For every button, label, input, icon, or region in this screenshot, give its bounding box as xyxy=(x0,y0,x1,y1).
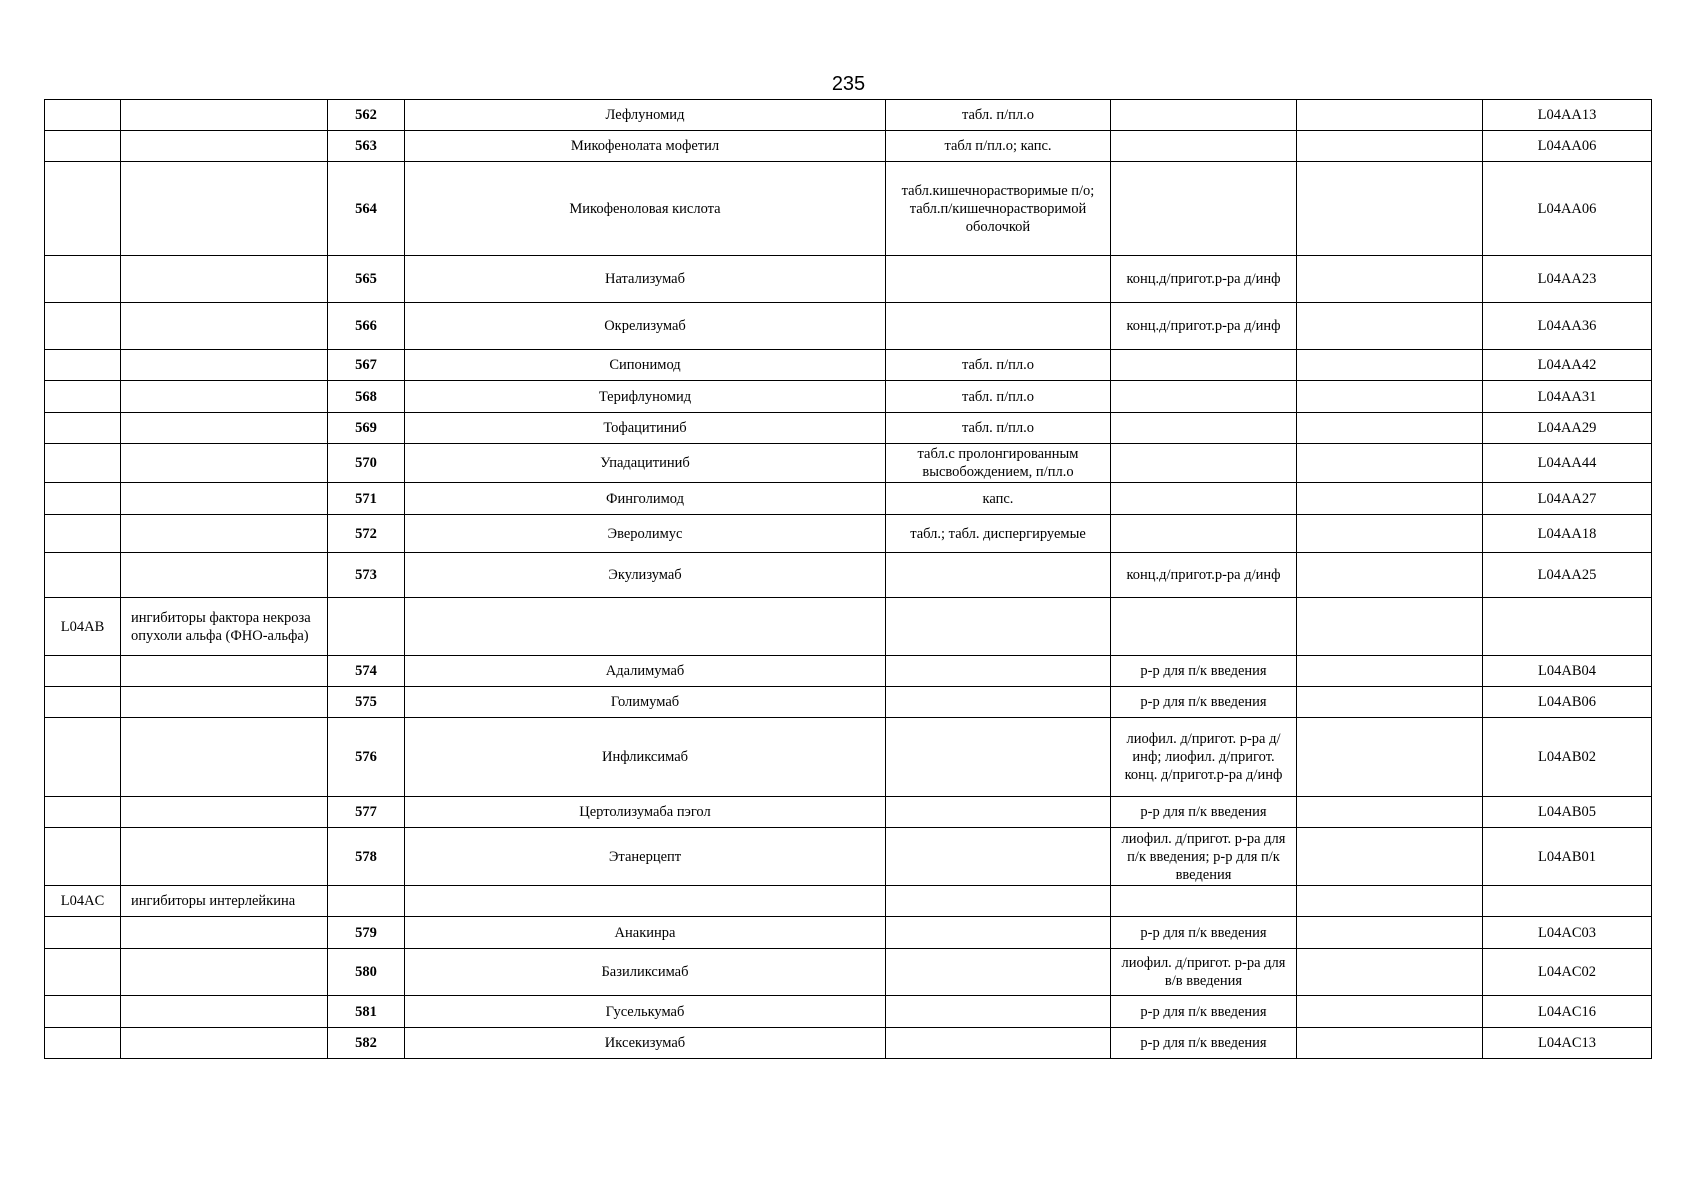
item-number: 575 xyxy=(328,687,405,718)
table-row xyxy=(45,718,1652,797)
empty-cell xyxy=(1297,444,1483,483)
table-row xyxy=(45,515,1652,553)
dosage-form-parenteral xyxy=(1111,413,1297,444)
group-name xyxy=(121,797,328,828)
group-name xyxy=(121,515,328,553)
group-name xyxy=(121,162,328,256)
table-body xyxy=(45,100,1652,1059)
dosage-form-parenteral: лиофил. д/пригот. р-ра д/инф; лиофил. д/пригот. конц. д/пригот.р-ра д/инф xyxy=(1111,718,1297,797)
table-row xyxy=(45,656,1652,687)
table-row xyxy=(45,996,1652,1028)
atc-group-code xyxy=(45,515,121,553)
atc-code: L04AA06 xyxy=(1483,162,1652,256)
item-number: 567 xyxy=(328,350,405,381)
atc-code: L04AA31 xyxy=(1483,381,1652,413)
empty-cell xyxy=(1297,598,1483,656)
atc-code: L04AB04 xyxy=(1483,656,1652,687)
table-row xyxy=(45,162,1652,256)
drug-name: Лефлуномид xyxy=(405,100,886,131)
drug-name: Базиликсимаб xyxy=(405,949,886,996)
atc-group-code xyxy=(45,413,121,444)
item-number: 569 xyxy=(328,413,405,444)
item-number: 570 xyxy=(328,444,405,483)
group-name xyxy=(121,350,328,381)
dosage-form-oral xyxy=(886,303,1111,350)
table-row xyxy=(45,687,1652,718)
dosage-form-oral: табл п/пл.о; капс. xyxy=(886,131,1111,162)
dosage-form-oral xyxy=(886,718,1111,797)
empty-cell xyxy=(1297,515,1483,553)
dosage-form-parenteral: р-р для п/к введения xyxy=(1111,917,1297,949)
item-number: 576 xyxy=(328,718,405,797)
group-name xyxy=(121,1028,328,1059)
atc-group-code xyxy=(45,100,121,131)
item-number: 574 xyxy=(328,656,405,687)
atc-group-code xyxy=(45,1028,121,1059)
drug-name: Тофацитиниб xyxy=(405,413,886,444)
atc-group-code xyxy=(45,162,121,256)
dosage-form-oral xyxy=(886,949,1111,996)
atc-group-code xyxy=(45,949,121,996)
drug-name: Этанерцепт xyxy=(405,828,886,886)
drug-name: Гуселькумаб xyxy=(405,996,886,1028)
item-number: 581 xyxy=(328,996,405,1028)
atc-group-code: L04AB xyxy=(45,598,121,656)
drug-name: Иксекизумаб xyxy=(405,1028,886,1059)
group-name xyxy=(121,413,328,444)
dosage-form-oral xyxy=(886,553,1111,598)
atc-group-code: L04AC xyxy=(45,886,121,917)
atc-group-code xyxy=(45,797,121,828)
drug-name: Микофенолата мофетил xyxy=(405,131,886,162)
item-number: 577 xyxy=(328,797,405,828)
dosage-form-parenteral: конц.д/пригот.р-ра д/инф xyxy=(1111,553,1297,598)
item-number: 578 xyxy=(328,828,405,886)
group-row xyxy=(45,598,1652,656)
drug-name: Экулизумаб xyxy=(405,553,886,598)
atc-group-code xyxy=(45,917,121,949)
group-name xyxy=(121,444,328,483)
drug-name: Натализумаб xyxy=(405,256,886,303)
dosage-form-parenteral: р-р для п/к введения xyxy=(1111,797,1297,828)
group-name xyxy=(121,949,328,996)
group-name: ингибиторы интерлейкина xyxy=(121,886,328,917)
dosage-form-parenteral: р-р для п/к введения xyxy=(1111,1028,1297,1059)
item-number: 582 xyxy=(328,1028,405,1059)
dosage-form-parenteral: лиофил. д/пригот. р-ра для в/в введения xyxy=(1111,949,1297,996)
empty-cell xyxy=(1297,553,1483,598)
drug-name: Анакинра xyxy=(405,917,886,949)
dosage-form-oral xyxy=(886,598,1111,656)
table-row xyxy=(45,483,1652,515)
group-name xyxy=(121,100,328,131)
empty-cell xyxy=(1297,656,1483,687)
drug-name: Терифлуномид xyxy=(405,381,886,413)
drug-table xyxy=(44,99,1652,1059)
group-name xyxy=(121,256,328,303)
empty-cell xyxy=(1297,350,1483,381)
table-row xyxy=(45,949,1652,996)
drug-name: Окрелизумаб xyxy=(405,303,886,350)
empty-cell xyxy=(1297,303,1483,350)
atc-group-code xyxy=(45,350,121,381)
table-row xyxy=(45,797,1652,828)
empty-cell xyxy=(1297,256,1483,303)
group-name xyxy=(121,483,328,515)
table-row xyxy=(45,131,1652,162)
atc-group-code xyxy=(45,256,121,303)
item-number: 579 xyxy=(328,917,405,949)
group-name xyxy=(121,656,328,687)
group-name xyxy=(121,303,328,350)
dosage-form-oral xyxy=(886,687,1111,718)
empty-cell xyxy=(1297,996,1483,1028)
table-row xyxy=(45,100,1652,131)
item-number: 562 xyxy=(328,100,405,131)
atc-code: L04AA06 xyxy=(1483,131,1652,162)
item-number xyxy=(328,886,405,917)
dosage-form-parenteral: р-р для п/к введения xyxy=(1111,996,1297,1028)
dosage-form-oral xyxy=(886,1028,1111,1059)
dosage-form-parenteral xyxy=(1111,515,1297,553)
drug-name: Упадацитиниб xyxy=(405,444,886,483)
table-row xyxy=(45,381,1652,413)
item-number: 573 xyxy=(328,553,405,598)
dosage-form-parenteral: конц.д/пригот.р-ра д/инф xyxy=(1111,256,1297,303)
atc-code: L04AA13 xyxy=(1483,100,1652,131)
dosage-form-parenteral xyxy=(1111,162,1297,256)
item-number: 572 xyxy=(328,515,405,553)
table-row xyxy=(45,303,1652,350)
empty-cell xyxy=(1297,413,1483,444)
dosage-form-oral xyxy=(886,656,1111,687)
item-number: 571 xyxy=(328,483,405,515)
dosage-form-oral xyxy=(886,828,1111,886)
atc-code: L04AA25 xyxy=(1483,553,1652,598)
atc-group-code xyxy=(45,303,121,350)
atc-group-code xyxy=(45,656,121,687)
dosage-form-oral: табл. п/пл.о xyxy=(886,350,1111,381)
atc-group-code xyxy=(45,687,121,718)
atc-group-code xyxy=(45,996,121,1028)
table-row xyxy=(45,444,1652,483)
atc-code: L04AC16 xyxy=(1483,996,1652,1028)
drug-name xyxy=(405,886,886,917)
atc-code: L04AA44 xyxy=(1483,444,1652,483)
atc-code: L04AA36 xyxy=(1483,303,1652,350)
empty-cell xyxy=(1297,687,1483,718)
dosage-form-parenteral xyxy=(1111,381,1297,413)
group-name xyxy=(121,917,328,949)
drug-name: Эверолимус xyxy=(405,515,886,553)
group-row xyxy=(45,886,1652,917)
item-number xyxy=(328,598,405,656)
dosage-form-parenteral: р-р для п/к введения xyxy=(1111,687,1297,718)
dosage-form-parenteral xyxy=(1111,350,1297,381)
drug-name: Инфликсимаб xyxy=(405,718,886,797)
table-row xyxy=(45,553,1652,598)
atc-group-code xyxy=(45,381,121,413)
atc-group-code xyxy=(45,483,121,515)
empty-cell xyxy=(1297,100,1483,131)
dosage-form-oral: табл.с пролонгированным высвобождением, п/пл.о xyxy=(886,444,1111,483)
atc-code: L04AC03 xyxy=(1483,917,1652,949)
drug-name: Голимумаб xyxy=(405,687,886,718)
dosage-form-oral xyxy=(886,917,1111,949)
dosage-form-oral: табл. п/пл.о xyxy=(886,413,1111,444)
group-name: ингибиторы фактора некроза опухоли альфа (ФНО-альфа) xyxy=(121,598,328,656)
dosage-form-oral: табл. п/пл.о xyxy=(886,100,1111,131)
atc-code xyxy=(1483,598,1652,656)
empty-cell xyxy=(1297,162,1483,256)
atc-group-code xyxy=(45,131,121,162)
dosage-form-parenteral xyxy=(1111,598,1297,656)
item-number: 565 xyxy=(328,256,405,303)
dosage-form-parenteral xyxy=(1111,483,1297,515)
dosage-form-parenteral xyxy=(1111,131,1297,162)
group-name xyxy=(121,553,328,598)
empty-cell xyxy=(1297,718,1483,797)
atc-code: L04AA23 xyxy=(1483,256,1652,303)
atc-group-code xyxy=(45,444,121,483)
item-number: 580 xyxy=(328,949,405,996)
atc-code: L04AB01 xyxy=(1483,828,1652,886)
drug-name: Сипонимод xyxy=(405,350,886,381)
dosage-form-oral xyxy=(886,256,1111,303)
dosage-form-oral xyxy=(886,797,1111,828)
group-name xyxy=(121,828,328,886)
table-row xyxy=(45,413,1652,444)
atc-code: L04AB05 xyxy=(1483,797,1652,828)
group-name xyxy=(121,996,328,1028)
table-row xyxy=(45,350,1652,381)
atc-code: L04AA42 xyxy=(1483,350,1652,381)
dosage-form-parenteral xyxy=(1111,444,1297,483)
atc-group-code xyxy=(45,553,121,598)
table-row xyxy=(45,1028,1652,1059)
group-name xyxy=(121,131,328,162)
drug-name: Адалимумаб xyxy=(405,656,886,687)
dosage-form-oral xyxy=(886,996,1111,1028)
dosage-form-oral: табл.; табл. диспергируемые xyxy=(886,515,1111,553)
atc-code xyxy=(1483,886,1652,917)
empty-cell xyxy=(1297,828,1483,886)
dosage-form-parenteral xyxy=(1111,100,1297,131)
group-name xyxy=(121,687,328,718)
item-number: 568 xyxy=(328,381,405,413)
empty-cell xyxy=(1297,381,1483,413)
table-row xyxy=(45,828,1652,886)
drug-name: Микофеноловая кислота xyxy=(405,162,886,256)
dosage-form-parenteral: лиофил. д/пригот. р-ра для п/к введения; р-р для п/к введения xyxy=(1111,828,1297,886)
page-number: 235 xyxy=(831,73,866,95)
empty-cell xyxy=(1297,483,1483,515)
dosage-form-parenteral xyxy=(1111,886,1297,917)
table-row xyxy=(45,256,1652,303)
atc-code: L04AA29 xyxy=(1483,413,1652,444)
drug-name xyxy=(405,598,886,656)
table-row xyxy=(45,917,1652,949)
dosage-form-parenteral: р-р для п/к введения xyxy=(1111,656,1297,687)
group-name xyxy=(121,718,328,797)
item-number: 566 xyxy=(328,303,405,350)
group-name xyxy=(121,381,328,413)
empty-cell xyxy=(1297,886,1483,917)
item-number: 564 xyxy=(328,162,405,256)
dosage-form-oral: капс. xyxy=(886,483,1111,515)
atc-group-code xyxy=(45,828,121,886)
dosage-form-oral: табл.кишечнорастворимые п/о; табл.п/кишечнорастворимой оболочкой xyxy=(886,162,1111,256)
empty-cell xyxy=(1297,797,1483,828)
empty-cell xyxy=(1297,917,1483,949)
atc-code: L04AC02 xyxy=(1483,949,1652,996)
atc-code: L04AC13 xyxy=(1483,1028,1652,1059)
empty-cell xyxy=(1297,131,1483,162)
drug-name: Финголимод xyxy=(405,483,886,515)
item-number: 563 xyxy=(328,131,405,162)
dosage-form-oral: табл. п/пл.о xyxy=(886,381,1111,413)
empty-cell xyxy=(1297,1028,1483,1059)
dosage-form-oral xyxy=(886,886,1111,917)
atc-code: L04AB02 xyxy=(1483,718,1652,797)
drug-name: Цертолизумаба пэгол xyxy=(405,797,886,828)
empty-cell xyxy=(1297,949,1483,996)
atc-code: L04AA18 xyxy=(1483,515,1652,553)
dosage-form-parenteral: конц.д/пригот.р-ра д/инф xyxy=(1111,303,1297,350)
atc-code: L04AA27 xyxy=(1483,483,1652,515)
atc-code: L04AB06 xyxy=(1483,687,1652,718)
atc-group-code xyxy=(45,718,121,797)
